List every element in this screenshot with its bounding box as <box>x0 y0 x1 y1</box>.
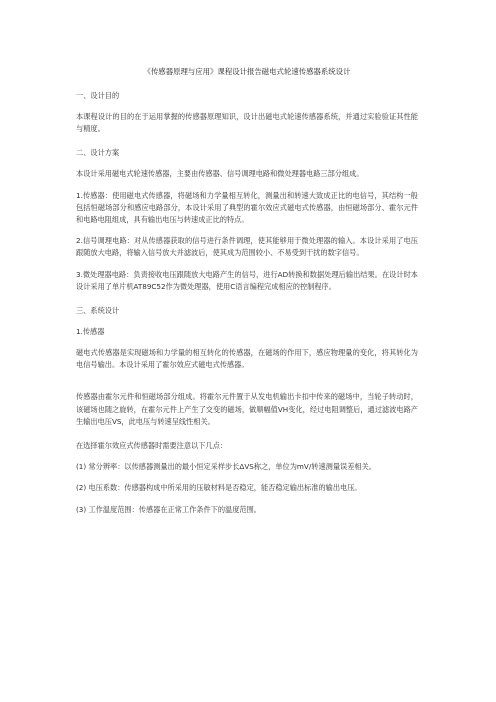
system-sensor-paragraph: 磁电式传感器是实现磁场和力学量的相互转化的传感器，在磁场的作用下，感应物理量的变化，将其转化为电信号输出。本设计采用了霍尔效应式磁电式传感器。 <box>76 348 418 370</box>
document-title: 《传感器原理与应用》课程设计报告磁电式轮速传感器系统设计 <box>143 67 351 76</box>
system-point-3: (3) 工作温度范围：传感器在正常工作条件下的温度范围。 <box>76 504 261 514</box>
scheme-mcu-paragraph: 3.微处理器电路：负责接收电压跟随放大电路产生的信号，进行AD转换和数据处理后输出结果。在设计时本设计采用了单片机AT89C52作为微处理器，使用C语言编程完成相应的控制程序。 <box>76 269 418 291</box>
purpose-paragraph: 本课程设计的目的在于运用掌握的传感器原理知识，设计出磁电式轮速传感器系统，并通过实验验证其性能与精度。 <box>76 112 418 134</box>
scheme-intro-paragraph: 本设计采用磁电式轮速传感器，主要由传感器、信号调理电路和微处理器电路三部分组成。 <box>76 169 364 179</box>
scheme-signal-paragraph: 2.信号调理电路：对从传感器获取的信号进行条件调理，使其能够用于微处理器的输入。本设计采用了电压跟随放大电路，将输入信号放大并滤波后，使其成为范围较小、不易受到干扰的数字信号。 <box>76 236 418 258</box>
section-heading-system: 三、系统设计 <box>76 306 120 316</box>
scheme-sensor-paragraph: 1.传感器：使用磁电式传感器，将磁场和力学量相互转化，测量出和转速大致成正比的电信号，其结构一般包括恒磁场部分和感应电路部分，本设计采用了典型的霍尔效应式磁电式传感器，由恒磁场部分、霍尔元件和电路电阻组成，具有输出电压与转速成正比的特点。 <box>76 190 418 225</box>
subsection-heading-sensor: 1.传感器 <box>76 327 105 337</box>
section-heading-purpose: 一、设计目的 <box>76 91 120 100</box>
system-point-1: (1) 常分辨率：以传感器测量出的最小恒定采样步长ΔVS称之，单位为mV/转速测量误差相关。 <box>76 462 376 472</box>
system-structure-paragraph: 传感器由霍尔元件和恒磁场部分组成。将霍尔元件置于从发电机输出卡扣中传来的磁场中，当轮子转动时，该磁场也随之旋转，在霍尔元件上产生了交变的磁场，做顺幅值VH变化，经过电阻调整后，通过滤波电路产生输出电压VS，此电压与转速呈线性相关。 <box>76 392 418 426</box>
system-selection-paragraph: 在选择霍尔效应式传感器时需要注意以下几点： <box>76 441 227 451</box>
system-point-2: (2) 电压系数：传感器构成中所采用的压敏材料是否稳定，能否稳定输出标准的输出电压。 <box>76 483 362 493</box>
section-heading-scheme: 二、设计方案 <box>76 148 120 158</box>
